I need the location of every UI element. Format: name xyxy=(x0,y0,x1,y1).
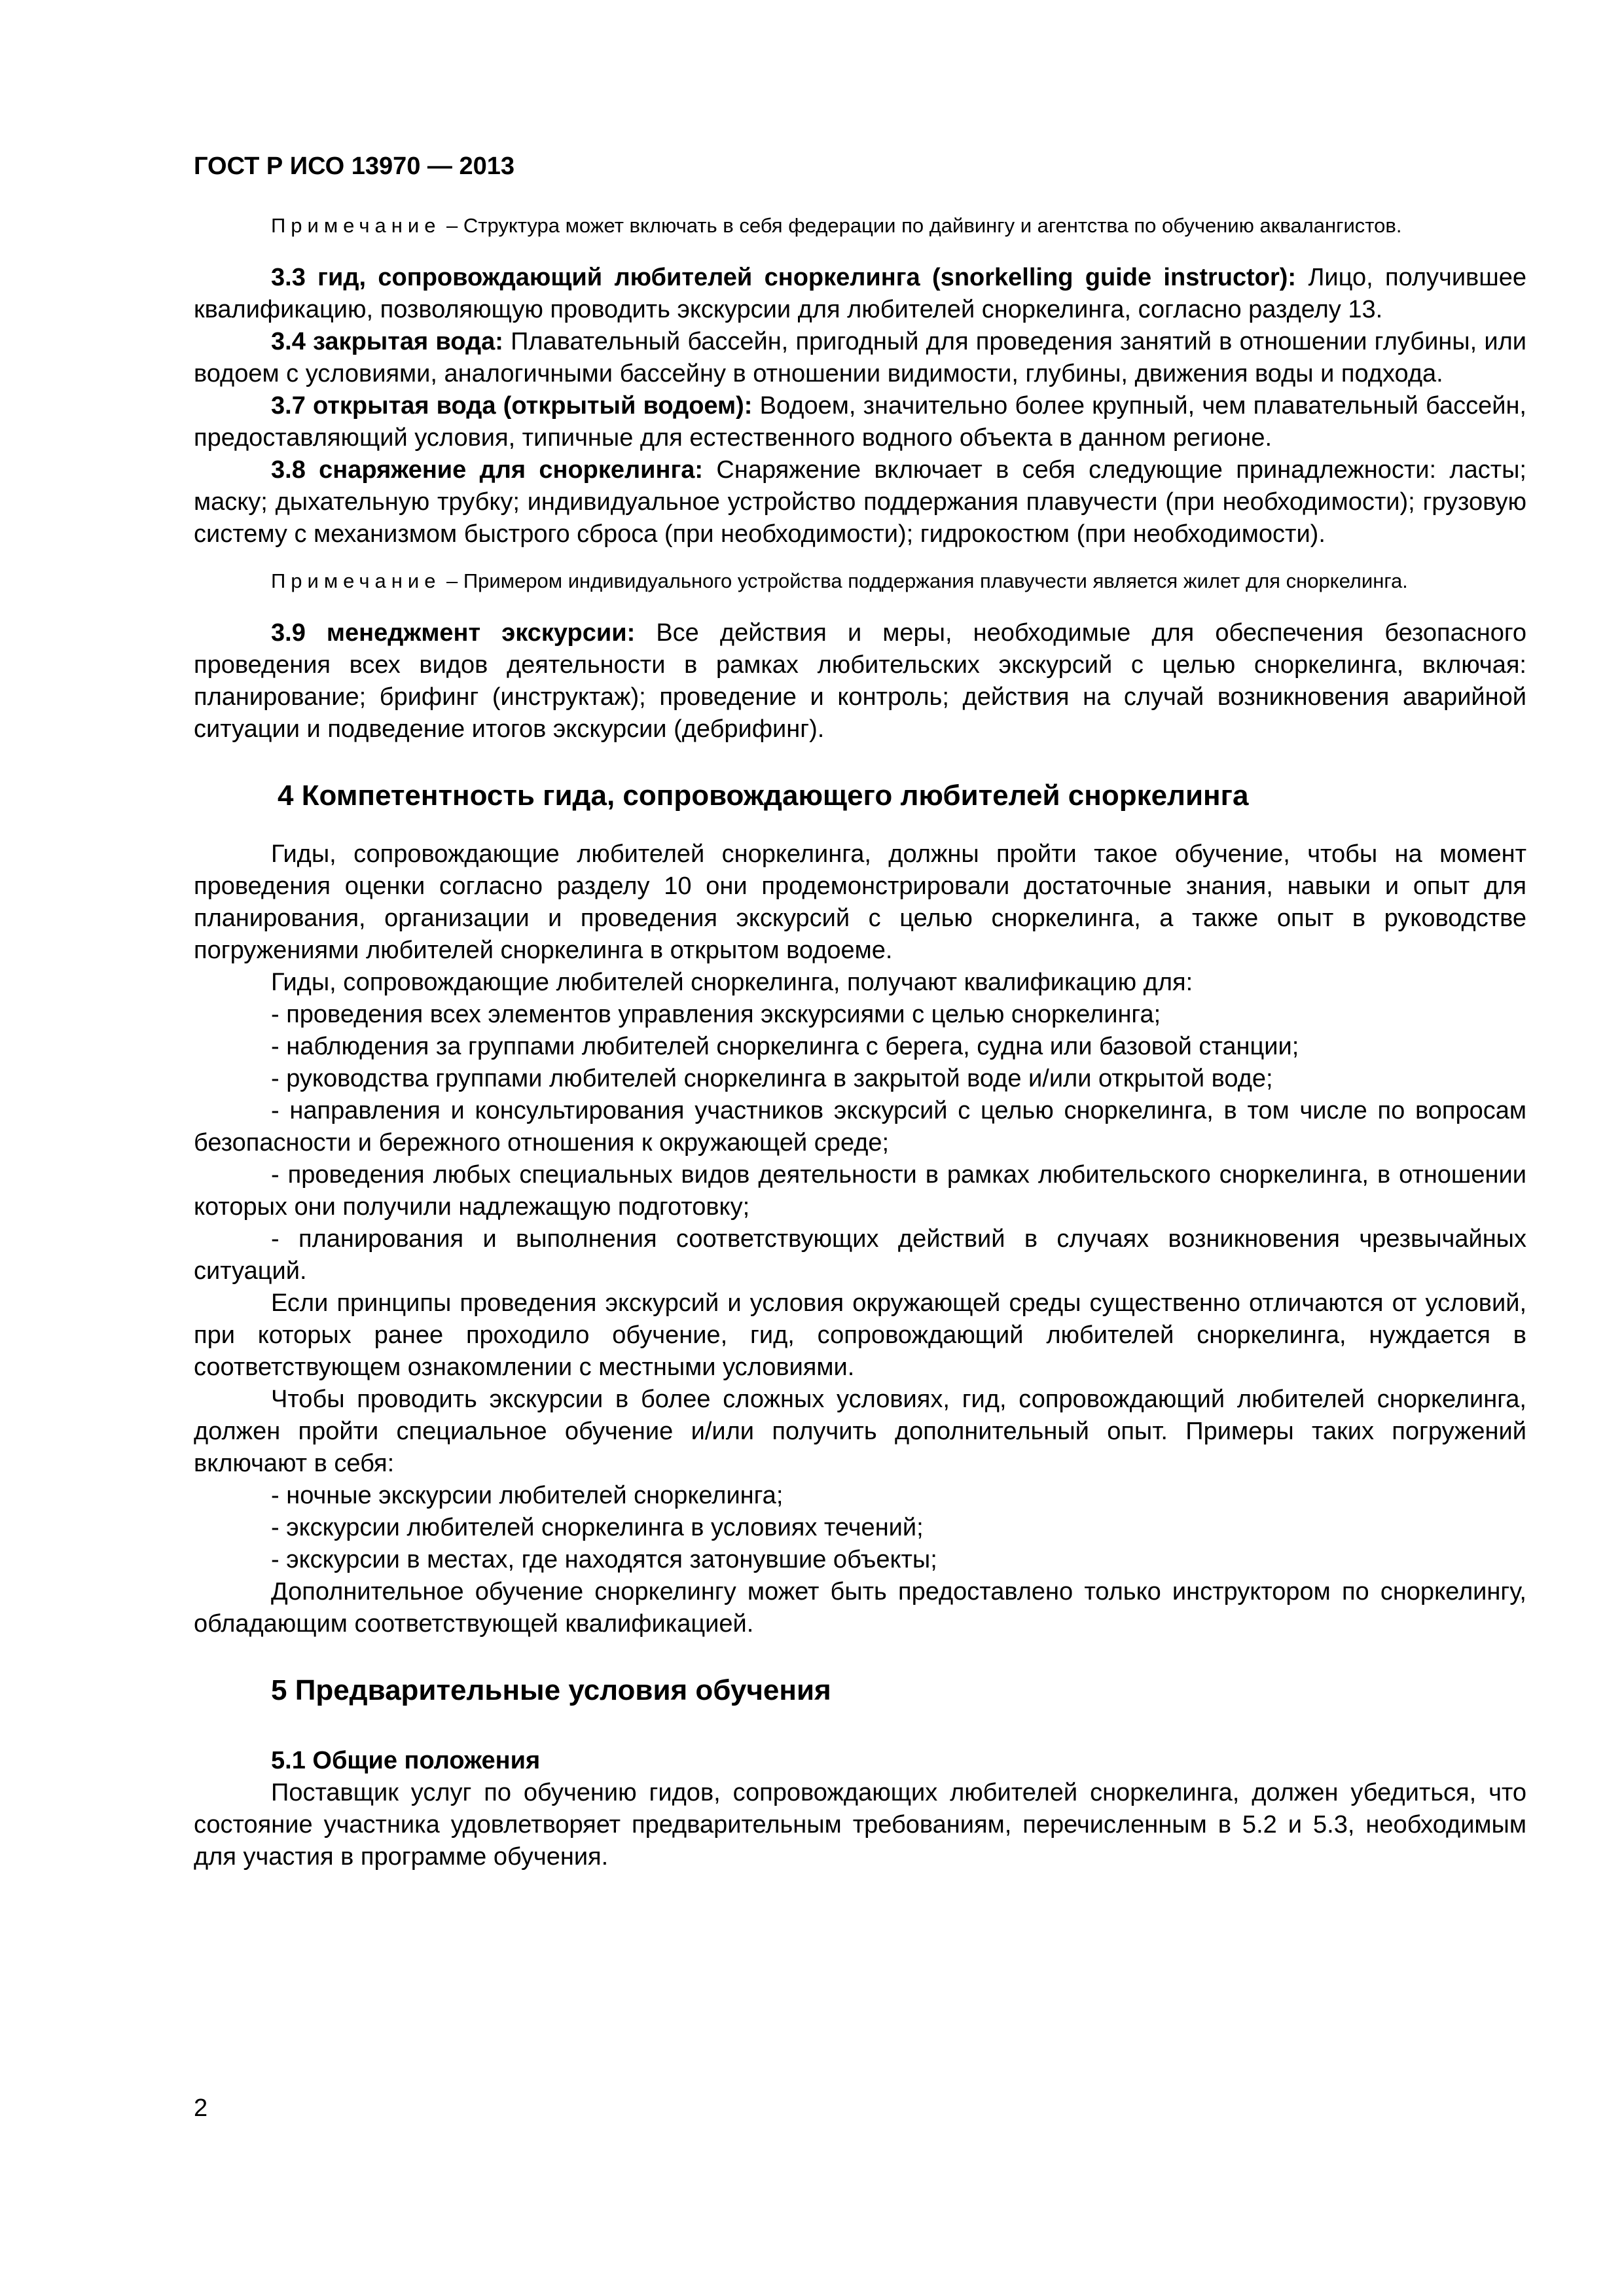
definition-3-3-term: 3.3 гид, сопровождающий любителей сноркелинга (snorkelling guide instructor): xyxy=(271,264,1297,291)
definition-3-4 xyxy=(194,326,1526,390)
page-number: 2 xyxy=(194,2094,208,2122)
definition-3-9 xyxy=(194,617,1526,745)
section-4-list-item: - проведения всех элементов управления экскурсиями с целью сноркелинга; xyxy=(271,1001,1161,1028)
definition-3-8-term: 3.8 снаряжение для сноркелинга: xyxy=(271,456,704,484)
definition-3-4-term: 3.4 закрытая вода: xyxy=(271,328,503,355)
section-4-list-item: - наблюдения за группами любителей сноркелинга с берега, судна или базовой станции; xyxy=(271,1033,1299,1060)
section-4-list-item: - экскурсии в местах, где находятся затонувшие объекты; xyxy=(271,1546,937,1573)
subsection-5-1-paragraph: Поставщик услуг по обучению гидов, сопровождающих любителей сноркелинга, должен убедиться, что состояние участника удовлетворяет предварительным требованиям, перечисленным в 5.2 и 5.3, необходимым для участия в программе обучения. xyxy=(194,1779,1526,1871)
section-4-paragraph: Если принципы проведения экскурсий и условия окружающей среды существенно отличаются от условий, при которых ранее проходило обучение, гид, сопровождающий любителей сноркелинга, нуждается в соответствующем ознакомлении с местными условиями. xyxy=(194,1289,1526,1381)
section-4-paragraph: Дополнительное обучение сноркелингу может быть предоставлено только инструктором по сноркелингу, обладающим соответствующей квалификацией. xyxy=(194,1578,1526,1638)
section-4-title: 4 Компетентность гида, сопровождающего любителей сноркелинга xyxy=(278,780,1249,812)
section-4-paragraph: Чтобы проводить экскурсии в более сложных условиях, гид, сопровождающий любителей сноркелинга, должен пройти специальное обучение и/или получить дополнительный опыт. Примеры таких погружений включают в себя: xyxy=(194,1386,1526,1477)
note-2 xyxy=(194,567,1526,595)
document-page xyxy=(194,149,1526,1873)
section-4-paragraph: Гиды, сопровождающие любителей сноркелинга, должны пройти такое обучение, чтобы на момент проведения оценки согласно разделу 10 они продемонстрировали достаточные знания, навыки и опыт для планирования, организации и проведения экскурсий с целью сноркелинга, а также опыт в руководстве погружениями любителей сноркелинга в открытом водоеме. xyxy=(194,840,1526,964)
definition-3-4-text: Плавательный бассейн, пригодный для проведения занятий в отношении глубины, или водоем с условиями, аналогичными бассейну в отношении видимости, глубины, движения воды и подхода. xyxy=(194,328,1526,387)
note-2-text: – Примером индивидуального устройства поддержания плавучести является жилет для сноркелинга. xyxy=(441,569,1408,592)
note-2-label: Примечание xyxy=(271,569,441,592)
section-4-list-item: - экскурсии любителей сноркелинга в условиях течений; xyxy=(271,1514,924,1541)
document-header: ГОСТ Р ИСО 13970 — 2013 xyxy=(194,152,515,180)
note-1-text: – Структура может включать в себя федерации по дайвингу и агентства по обучению аквалангистов. xyxy=(441,214,1402,237)
definition-3-9-term: 3.9 менеджмент экскурсии: xyxy=(271,619,636,647)
definition-3-9-text: Все действия и меры, необходимые для обеспечения безопасного проведения всех видов деятельности в рамках любительских экскурсий с целью сноркелинга, включая: планирование; брифинг (инструктаж); проведение и контроль; действия на случай возникновения аварийной ситуации и подведение итогов экскурсии (дебрифинг). xyxy=(194,619,1526,743)
section-4-list-item: - направления и консультирования участников экскурсий с целью сноркелинга, в том числе по вопросам безопасности и бережного отношения к окружающей среде; xyxy=(194,1097,1526,1157)
definition-3-3 xyxy=(194,262,1526,326)
section-4-list-item: - ночные экскурсии любителей сноркелинга; xyxy=(271,1482,784,1509)
section-4-paragraph: Гиды, сопровождающие любителей сноркелинга, получают квалификацию для: xyxy=(271,969,1193,996)
definition-3-7 xyxy=(194,390,1526,454)
definition-3-8-text: Снаряжение включает в себя следующие принадлежности: ласты; маску; дыхательную трубку; индивидуальное устройство поддержания плавучести (при необходимости); грузовую систему с механизмом быстрого сброса (при необходимости); гидрокостюм (при необходимости). xyxy=(194,456,1526,548)
note-1 xyxy=(194,212,1526,240)
subsection-5-1-title: 5.1 Общие положения xyxy=(271,1747,541,1774)
definition-3-3-text: Лицо, получившее квалификацию, позволяющую проводить экскурсии для любителей сноркелинга, согласно разделу 13. xyxy=(194,264,1526,323)
section-4-list-item: - планирования и выполнения соответствующих действий в случаях возникновения чрезвычайных ситуаций. xyxy=(194,1225,1526,1285)
definition-3-8 xyxy=(194,454,1526,550)
section-5-title: 5 Предварительные условия обучения xyxy=(271,1674,831,1706)
definition-3-7-term: 3.7 открытая вода (открытый водоем): xyxy=(271,392,753,420)
section-4-list-item: - проведения любых специальных видов деятельности в рамках любительского сноркелинга, в отношении которых они получили надлежащую подготовку; xyxy=(194,1161,1526,1221)
note-1-label: Примечание xyxy=(271,214,441,237)
definition-3-7-text: Водоем, значительно более крупный, чем плавательный бассейн, предоставляющий условия, типичные для естественного водного объекта в данном регионе. xyxy=(194,392,1526,452)
section-4-list-item: - руководства группами любителей сноркелинга в закрытой воде и/или открытой воде; xyxy=(271,1065,1273,1092)
